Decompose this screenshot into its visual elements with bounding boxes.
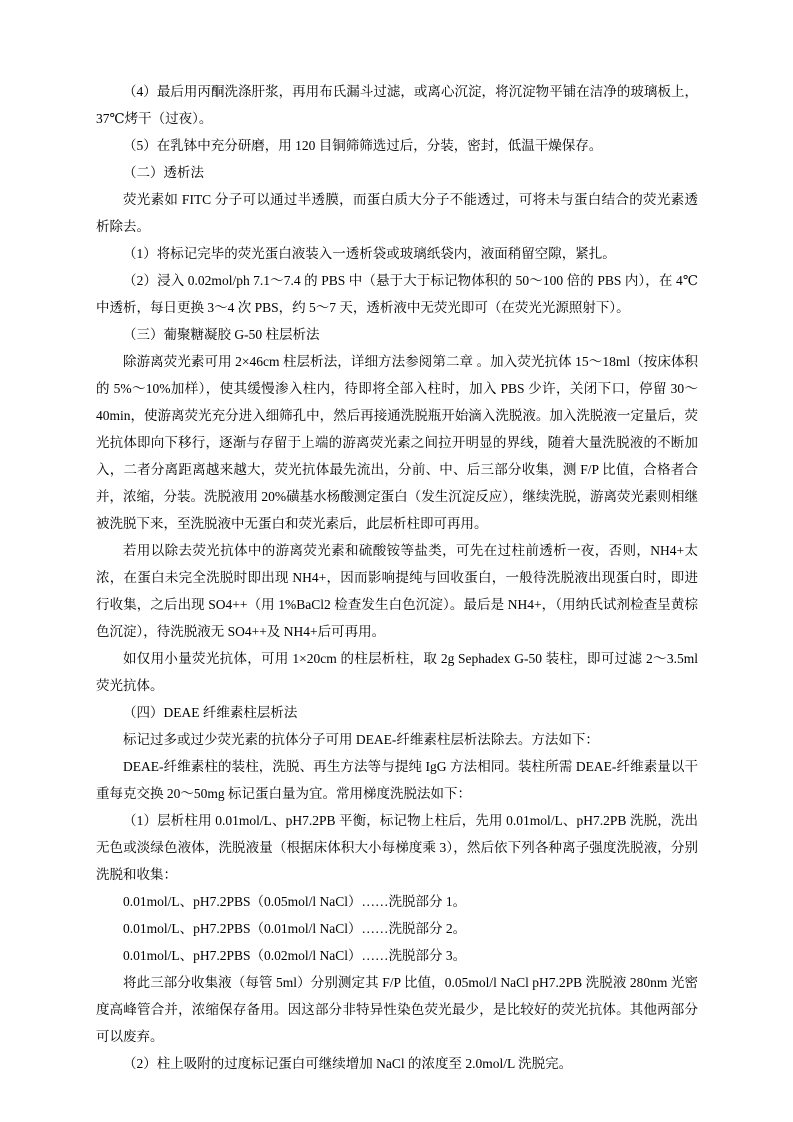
paragraph-fraction-analysis: 将此三部分收集液（每管 5ml）分别测定其 F/P 比值，0.05mol/l NaCl pH7.2PB 洗脱液 280nm 光密度高峰管合并，浓缩保存备用。因这部分非特异性染色荧光最少，是比较好的荧光抗体。其他两部分可以废弃。 (96, 975, 698, 1044)
paragraph-desalting-note: 若用以除去荧光抗体中的游离荧光素和硫酸铵等盐类，可先在过柱前透析一夜，否则，NH4+太浓，在蛋白未完全洗脱时即出现 NH4+，因而影响提纯与回收蛋白，一般待洗脱液出现蛋白时，即进行收集，之后出现 SO4++（用 1%BaCl2 检查发生白色沉淀）。最后是 NH4+，（用纳氏试剂检查呈黄棕色沉淀），待洗脱液无 SO4++及 NH4+后可再用。 (96, 543, 698, 639)
section-heading-dialysis: （二）透析法 (123, 165, 204, 180)
paragraph-sephadex-method: 除游离荧光素可用 2×46cm 柱层析法，详细方法参阅第二章 。加入荧光抗体 15～18ml（按床体积的 5%～10%加样），使其缓慢渗入柱内，待即将全部入柱时，加入 PBS 少许，关闭下口，停留 30～40min，使游离荧光充分进入细筛孔中，然后再接通洗脱瓶开始滴入洗脱液。加入洗脱液一定量后，荧光抗体即向下移行，逐渐与存留于上端的游离荧光素之间拉开明显的界线，随着大量洗脱液的不断加入，二者分离距离越来越大，荧光抗体最先流出，分前、中、后三部分收集，测 F/P 比值，合格者合并，浓缩，分装。洗脱液用 20%磺基水杨酸测定蛋白（发生沉淀反应），继续洗脱，游离荧光素则相继被洗脱下来，至洗脱液中无蛋白和荧光素后，此层析柱即可再用。 (96, 354, 698, 531)
paragraph-dialysis-step-2: （2）浸入 0.02mol/ph 7.1～7.4 的 PBS 中（悬于大于标记物体积的 50～100 倍的 PBS 内），在 4℃中透析，每日更换 3～4 次 PBS，约 5～7 天，透析液中无荧光即可（在荧光光源照射下）。 (96, 273, 698, 315)
paragraph-dialysis-step-1: （1）将标记完毕的荧光蛋白液装入一透析袋或玻璃纸袋内，液面稍留空隙，紧扎。 (123, 246, 616, 261)
paragraph-dialysis-intro: 荧光素如 FITC 分子可以通过半透膜，而蛋白质大分子不能透过，可将未与蛋白结合的荧光素透析除去。 (96, 192, 698, 234)
elution-fraction-1: 0.01mol/L、pH7.2PBS（0.05mol/l NaCl）……洗脱部分 1。 (123, 894, 467, 909)
paragraph-gradient-step-1: （1）层析柱用 0.01mol/L、pH7.2PB 平衡，标记物上柱后，先用 0.01mol/L、pH7.2PB 洗脱，洗出无色或淡绿色液体，洗脱液量（根据床体积大小每梯度乘 3），然后依下列各种离子强度洗脱液，分别洗脱和收集： (96, 813, 698, 882)
paragraph-step-4: （4）最后用丙酮洗涤肝浆，再用布氏漏斗过滤，或离心沉淀，将沉淀物平铺在洁净的玻璃板上，37℃烤干（过夜）。 (96, 84, 698, 126)
elution-fraction-3: 0.01mol/L、pH7.2PBS（0.02mol/l NaCl）……洗脱部分 3。 (123, 948, 467, 963)
paragraph-small-volume-note: 如仅用小量荧光抗体，可用 1×20cm 的柱层析柱，取 2g Sephadex G-50 装柱，即可过滤 2～3.5ml 荧光抗体。 (96, 651, 698, 693)
paragraph-deae-packing: DEAE-纤维素柱的装柱，洗脱、再生方法等与提纯 IgG 方法相同。装柱所需 DEAE-纤维素量以干重每克交换 20～50mg 标记蛋白量为宜。常用梯度洗脱法如下： (96, 759, 698, 801)
elution-fraction-2: 0.01mol/L、pH7.2PBS（0.01mol/l NaCl）……洗脱部分 2。 (123, 921, 467, 936)
paragraph-deae-intro: 标记过多或过少荧光素的抗体分子可用 DEAE-纤维素柱层析法除去。方法如下： (123, 732, 599, 747)
paragraph-step-5: （5）在乳钵中充分研磨，用 120 目铜筛筛选过后，分装，密封，低温干燥保存。 (123, 138, 603, 153)
section-heading-sephadex-g50: （三）葡聚糖凝胶 G-50 柱层析法 (123, 327, 320, 342)
section-heading-deae: （四）DEAE 纤维素柱层析法 (123, 705, 298, 720)
paragraph-gradient-step-2: （2）柱上吸附的过度标记蛋白可继续增加 NaCl 的浓度至 2.0mol/L 洗脱完。 (123, 1056, 573, 1071)
